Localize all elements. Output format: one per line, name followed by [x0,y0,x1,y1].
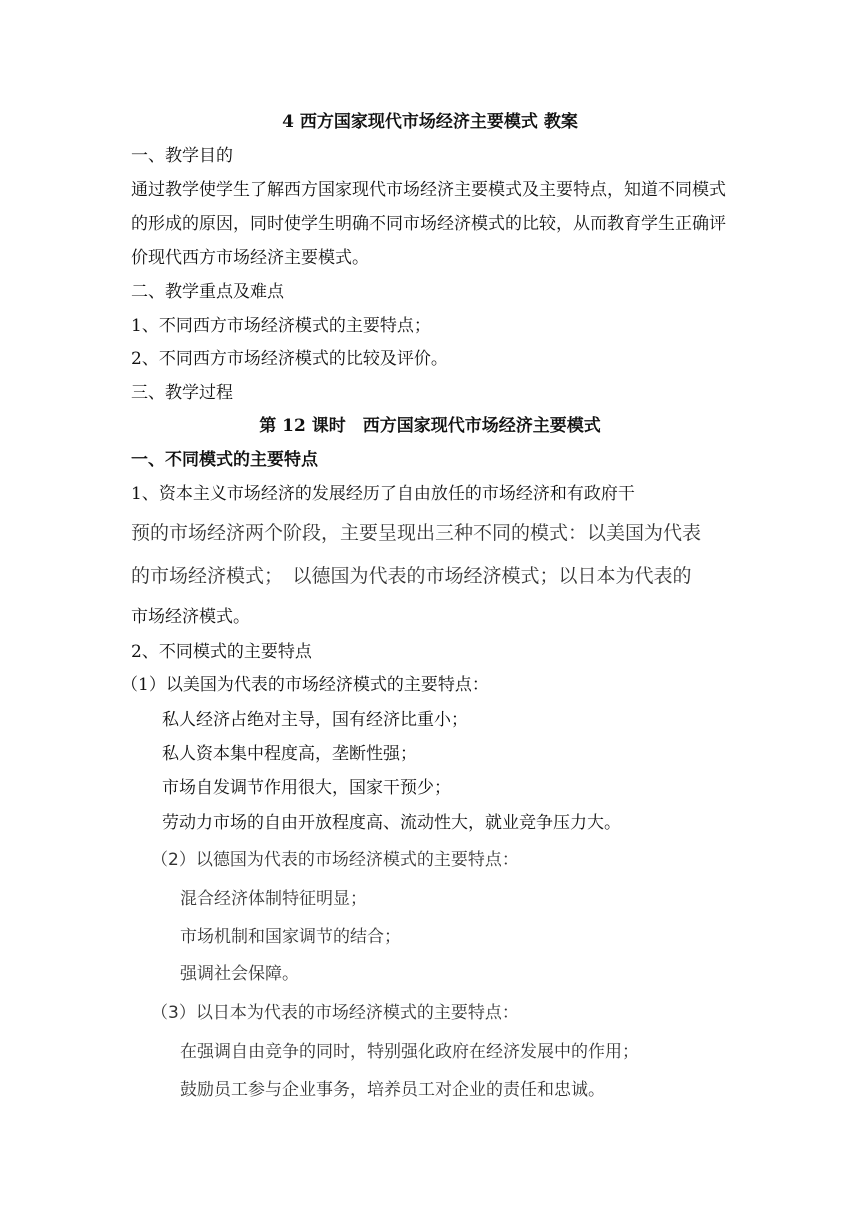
us-model-heading: （1）以美国为代表的市场经济模式的主要特点： [121,675,489,695]
objectives-paragraph-line: 价现代西方市场经济主要模式。 [131,248,369,268]
objectives-paragraph-line: 通过教学使学生了解西方国家现代市场经济主要模式及主要特点，知道不同模式 [131,180,726,200]
paragraph-line: 市场经济模式。 [131,607,250,627]
us-feature-item: 私人资本集中程度高，垄断性强； [162,744,417,764]
de-model-heading: （2）以德国为代表的市场经济模式的主要特点： [151,850,519,870]
jp-feature-item: 鼓励员工参与企业事务，培养员工对企业的责任和忠诚。 [180,1080,605,1100]
de-feature-item: 强调社会保障。 [180,964,299,984]
subsection-heading: 2、不同模式的主要特点 [131,642,312,662]
lesson-title: 第 12 课时 西方国家现代市场经济主要模式 [259,416,601,436]
paragraph-line: 1、资本主义市场经济的发展经历了自由放任的市场经济和有政府干 [131,484,635,504]
us-feature-item: 劳动力市场的自由开放程度高、流动性大，就业竞争压力大。 [162,813,621,833]
jp-model-heading: （3）以日本为代表的市场经济模式的主要特点： [151,1003,519,1023]
section-heading-objectives: 一、教学目的 [131,146,233,166]
document-title: 4 西方国家现代市场经济主要模式 教案 [282,112,578,132]
us-feature-item: 私人经济占绝对主导，国有经济比重小； [162,710,468,730]
us-feature-item: 市场自发调节作用很大，国家干预少； [162,778,451,798]
keypoint-item: 1、不同西方市场经济模式的主要特点； [131,316,431,336]
objectives-paragraph-line: 的形成的原因，同时使学生明确不同市场经济模式的比较，从而教育学生正确评 [131,214,726,234]
part-heading: 一、不同模式的主要特点 [131,450,318,470]
de-feature-item: 混合经济体制特征明显； [180,889,367,909]
section-heading-process: 三、教学过程 [131,383,233,403]
paragraph-line: 的市场经济模式； 以德国为代表的市场经济模式；以日本为代表的 [131,565,692,587]
keypoint-item: 2、不同西方市场经济模式的比较及评价。 [131,349,448,369]
paragraph-line: 预的市场经济两个阶段，主要呈现出三种不同的模式：以美国为代表 [131,522,702,544]
jp-feature-item: 在强调自由竞争的同时，特别强化政府在经济发展中的作用； [180,1042,639,1062]
section-heading-keypoints: 二、教学重点及难点 [131,282,284,302]
de-feature-item: 市场机制和国家调节的结合； [180,927,401,947]
